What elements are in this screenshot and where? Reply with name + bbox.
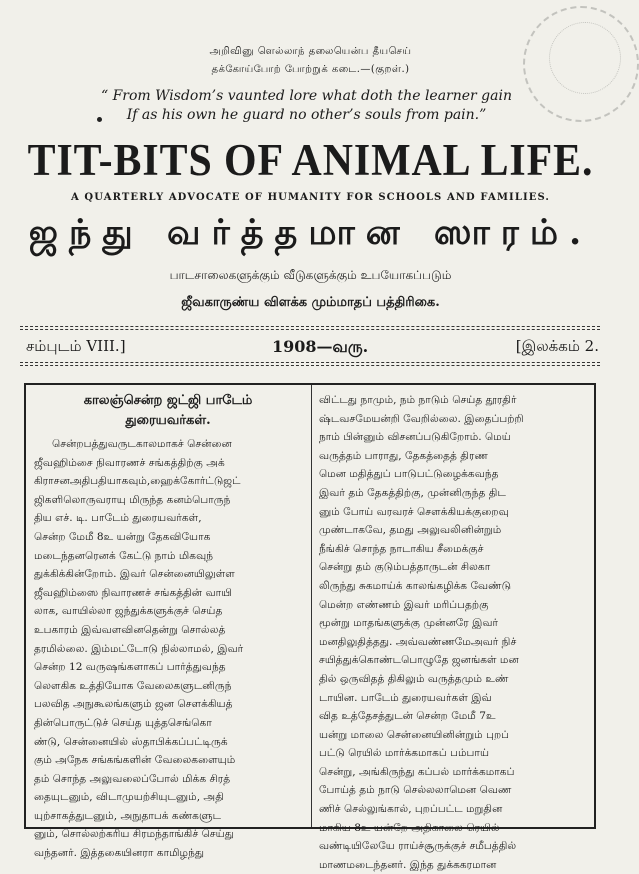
article-text-line: மாகிய 8உ யன்றே அதிகாலை ரெயில் xyxy=(319,821,500,834)
kural-line-1: அறிவினு ளெல்லாந் தலையென்ப தீயசெய் xyxy=(209,46,412,57)
article-text-line: தம் சொந்த அலுவலைப்போல் மிக்க சிரத் xyxy=(34,772,231,785)
article-text-line: கிராசனஅதிபதியாகவும்,ஹைக்கோர்ட்டுஜட் xyxy=(34,475,241,488)
article-text-line: மனதிலுதித்தது. அவ்வண்ணமேஅவர் நிச் xyxy=(319,635,517,648)
article-right-column xyxy=(319,391,585,874)
left-column-text xyxy=(34,435,302,863)
article-text-line: லிருந்து சுகமாய்க் காலங்கழிக்க வேண்டு xyxy=(319,579,512,592)
article-text-line: ண்டு, சென்னையில் ஸ்தாபிக்கப்பட்டிருக் xyxy=(34,735,228,748)
article-text-line: தரமில்லை. இம்மட்டோடு நில்லாமல், இவர் xyxy=(34,642,244,655)
article-text-line: கும் அநேக சங்கங்களின் வேலைகளையும் xyxy=(34,754,236,767)
article-text-line: மாணமடைந்தனர். இந்த துக்ககரமான xyxy=(319,858,497,871)
article-text-line: மடைந்தனரெனக் கேட்டு நாம் மிகவுந் xyxy=(34,549,214,562)
tamil-tagline-2: ஜீவகாருண்ய விளக்க மும்மாதப் பத்திரிகை. xyxy=(181,295,440,310)
epigraph-quote-line-1: “ From Wisdom’s vaunted lore what doth the learner gain xyxy=(100,88,512,104)
article-text-line: திய எச். டி. பாடேம் துரையவர்கள், xyxy=(34,512,202,525)
tamil-masthead-title: ஜந்து வர்த்தமான ஸாரம். xyxy=(28,212,593,253)
year-label: 1908—வரு. xyxy=(272,337,369,356)
article-text-line: சென்றபத்துவருடகாலமாகச் சென்னை xyxy=(52,438,232,450)
article-text-line: மூன்று மாதங்களுக்கு முன்னரே இவர் xyxy=(319,617,499,630)
dashed-rule xyxy=(20,362,600,363)
masthead-title: TIT-BITS OF ANIMAL LIFE. xyxy=(27,135,594,185)
article-text-line: சென்று தம் குடும்பத்தாருடன் சிலகா xyxy=(319,561,491,574)
kural-line-2: தக்கோய்போற் போற்றுக் கடை.—(குறள்.) xyxy=(211,64,410,75)
article-text-line: னும், சொல்லற்கரிய சிரமந்தாங்கிச் செய்து xyxy=(34,828,234,841)
epigraph-quote-line-2: If as his own he guard no other’s souls from pain.” xyxy=(126,107,487,123)
article-text-line: வந்தனர். இத்தகையினரா காமிழந்து xyxy=(34,847,205,860)
article-text-line: ஜீவஹிம்ஸை நிவாரணச் சங்கத்தின் வாயி xyxy=(34,586,232,599)
article-text-line: நீங்கிச் சொந்த நாடாகிய சீமைக்குச் xyxy=(319,542,484,555)
article-text-line: முண்டாகவே, தமது அலுவலினின்றும் xyxy=(319,524,502,537)
article-text-line: சென்ற மேமீ 8உ யன்று தேகவியோக xyxy=(34,530,211,543)
masthead-subtitle: A QUARTERLY ADVOCATE OF HUMANITY FOR SCHOOLS AND FAMILIES. xyxy=(70,192,550,203)
article-text-line: ணிச் செல்லுங்கால், புறப்பட்ட மறுதின xyxy=(319,803,503,816)
article-left-column xyxy=(34,391,302,863)
article-text-line: ஜீவஹிம்சை நிவாரணச் சங்கத்திற்கு அக் xyxy=(34,456,225,469)
library-stamp-inner xyxy=(549,22,621,94)
volume-label: சம்புடம் VIII.] xyxy=(26,337,126,355)
article-text-line: யன்று மாலை சென்னையினின்றும் புறப் xyxy=(319,728,510,741)
article-text-line: ஜிகளிலொருவராயு மிருந்த கனம்பொருந் xyxy=(34,493,231,506)
article-text-line: இவர் தம் தேகத்திற்கு, முன்னிருந்த திட xyxy=(319,486,506,499)
article-text-line: பட்டு ரெயில் மார்க்கமாகப் பம்பாய் xyxy=(319,747,490,760)
tamil-tagline-1: பாடசாலைகளுக்கும் வீடுகளுக்கும் உபயோகப்படும் xyxy=(169,268,452,282)
article-text-line: மென மதித்துப் பாடுபட்டுழைக்கவந்த xyxy=(319,468,499,481)
article-text-line: லௌகிக உத்தியோக வேலைகளுடனிருந் xyxy=(34,679,232,692)
article-text-line: சயித்துக்கொண்டபொழுதே ஜனங்கள் மன xyxy=(319,654,519,667)
article-text-line: டாயின. பாடேம் துரையவர்கள் இவ் xyxy=(319,691,492,704)
article-text-line: சென்று, அங்கிருந்து கப்பல் மார்க்கமாகப் xyxy=(319,765,515,778)
column-divider xyxy=(311,385,312,827)
article-text-line: நாம் பின்னும் விசனப்படுகிறோம். மெய் xyxy=(319,431,511,444)
article-text-line: தின்பொருட்டுச் செய்த யுத்தசெங்கொ xyxy=(34,716,212,729)
dashed-rule xyxy=(20,329,600,330)
article-text-line: வண்டியிலேயே ராய்ச்சூருக்குச் சமீபத்தில் xyxy=(319,840,517,853)
article-heading-line-1: காலஞ்சென்ற ஜட்ஜி பாடேம் xyxy=(83,393,253,408)
article-text-line: லாக, வாயில்லா ஜந்துக்களுக்குச் செய்த xyxy=(34,605,223,618)
article-text-line: துக்கிக்கின்றோம். இவர் சென்னையிலுள்ள xyxy=(34,568,235,581)
article-text-line: வித உத்தேசத்துடன் சென்ற மேமீ 7உ xyxy=(319,710,496,723)
article-text-line: ஷ்டவசமேயன்றி வேறில்லை. இதைப்பற்றி xyxy=(319,412,524,425)
right-column-text xyxy=(319,391,585,874)
dashed-rule xyxy=(20,365,600,366)
article-text-line: னும் போய் வரவரச் சௌக்கியக்குறைவு xyxy=(319,505,509,518)
article-text-line: தில் ஒருவிதத் திகிலும் வருத்தமும் உண் xyxy=(319,672,509,685)
article-text-line: பலவித அநுகூலங்களும் ஜன சௌக்கியத் xyxy=(34,698,233,711)
article-box xyxy=(24,383,596,871)
article-text-line: வருத்தம் பாராது, தேகத்தைத் திரண xyxy=(319,449,488,462)
article-text-line: சென்ற 12 வருஷங்களாகப் பார்த்துவந்த xyxy=(34,661,226,674)
dashed-rule xyxy=(20,326,600,327)
issue-number-label: [இலக்கம் 2. xyxy=(515,337,599,355)
article-text-line: விட்டது நாமும், நம் நாடும் செய்த தூரதிர் xyxy=(319,394,517,406)
article-text-line: தையுடனும், விடாமுயற்சியுடனும், அதி xyxy=(34,791,224,804)
article-heading-line-2: துரையவர்கள். xyxy=(125,413,211,428)
article-text-line: உபகாரம் இவ்வளவினதென்று சொல்லத் xyxy=(34,623,226,636)
article-text-line: மென்ற எண்ணம் இவர் மரிப்பதற்கு xyxy=(319,598,489,611)
article-text-line: போய்த் தம் நாடு செல்லலாமென வெண xyxy=(319,784,512,797)
article-text-line: யுற்சாகத்துடனும், அநுதாபக் கண்களுட xyxy=(34,809,222,822)
ink-dot xyxy=(97,117,102,122)
